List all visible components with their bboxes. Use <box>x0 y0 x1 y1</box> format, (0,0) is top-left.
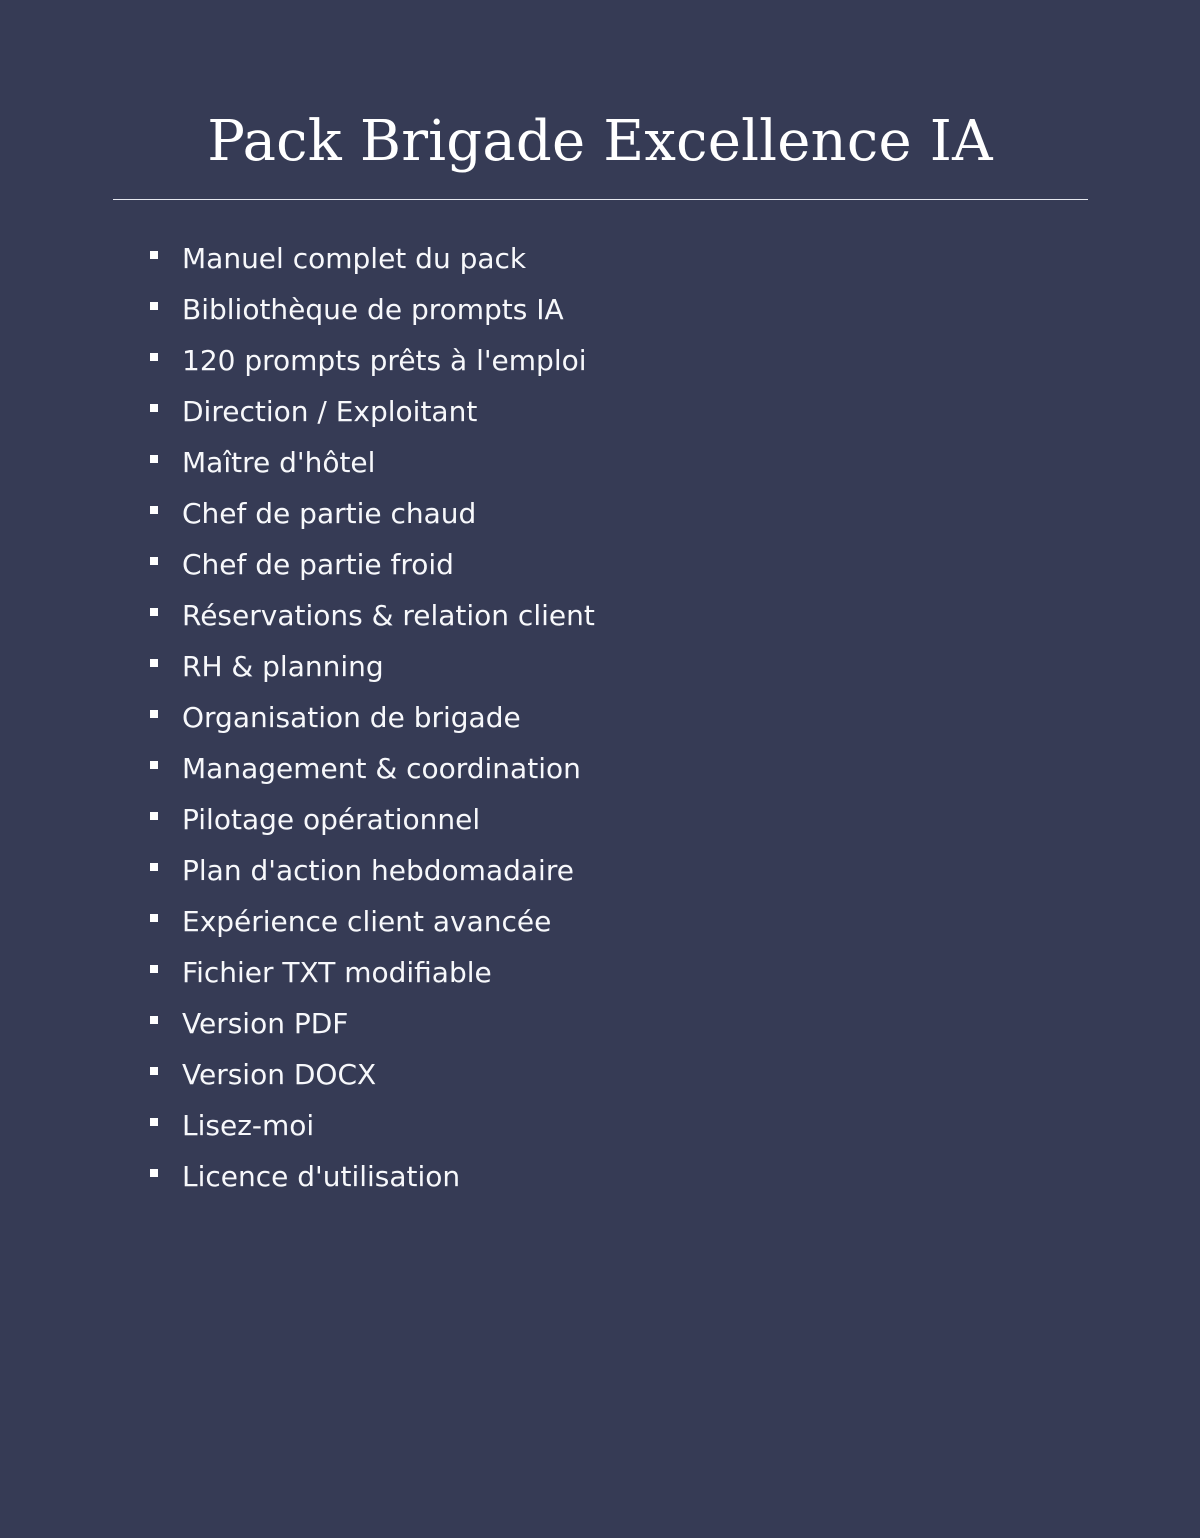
list-item-label: Organisation de brigade <box>182 701 521 734</box>
square-bullet-icon <box>150 659 158 667</box>
list-item <box>149 590 595 641</box>
list-item-label: Fichier TXT modifiable <box>182 956 492 989</box>
list-item-label: Expérience client avancée <box>182 905 552 938</box>
list-item-label: Plan d'action hebdomadaire <box>182 854 574 887</box>
square-bullet-icon <box>150 863 158 871</box>
square-bullet-icon <box>150 1169 158 1177</box>
square-bullet-icon <box>150 251 158 259</box>
square-bullet-icon <box>150 1118 158 1126</box>
list-item <box>149 284 595 335</box>
list-item-label: Maître d'hôtel <box>182 446 376 479</box>
list-item <box>149 743 595 794</box>
list-item-label: Management & coordination <box>182 752 581 785</box>
list-item-label: Lisez-moi <box>182 1109 315 1142</box>
page-title: Pack Brigade Excellence IA <box>207 109 993 174</box>
list-item <box>149 794 595 845</box>
list-item <box>149 998 595 1049</box>
square-bullet-icon <box>150 1016 158 1024</box>
list-item <box>149 1151 595 1202</box>
contents-list <box>149 233 595 1202</box>
list-item-label: Bibliothèque de prompts IA <box>182 293 564 326</box>
square-bullet-icon <box>150 455 158 463</box>
list-item <box>149 437 595 488</box>
list-item-label: Réservations & relation client <box>182 599 595 632</box>
square-bullet-icon <box>150 404 158 412</box>
square-bullet-icon <box>150 1067 158 1075</box>
list-item-label: RH & planning <box>182 650 384 683</box>
square-bullet-icon <box>150 608 158 616</box>
list-item <box>149 947 595 998</box>
list-item <box>149 896 595 947</box>
square-bullet-icon <box>150 710 158 718</box>
list-item-label: Chef de partie chaud <box>182 497 477 530</box>
square-bullet-icon <box>150 761 158 769</box>
list-item-label: 120 prompts prêts à l'emploi <box>182 344 587 377</box>
square-bullet-icon <box>150 353 158 361</box>
list-item <box>149 335 595 386</box>
square-bullet-icon <box>150 812 158 820</box>
list-item <box>149 641 595 692</box>
title-divider <box>113 199 1088 200</box>
list-item <box>149 386 595 437</box>
list-item-label: Version DOCX <box>182 1058 377 1091</box>
list-item-label: Version PDF <box>182 1007 349 1040</box>
list-item-label: Direction / Exploitant <box>182 395 478 428</box>
square-bullet-icon <box>150 302 158 310</box>
list-item-label: Pilotage opérationnel <box>182 803 481 836</box>
square-bullet-icon <box>150 557 158 565</box>
list-item <box>149 233 595 284</box>
list-item-label: Licence d'utilisation <box>182 1160 461 1193</box>
list-item-label: Chef de partie froid <box>182 548 454 581</box>
list-item <box>149 1049 595 1100</box>
list-item <box>149 1100 595 1151</box>
list-item <box>149 692 595 743</box>
list-item-label: Manuel complet du pack <box>182 242 527 275</box>
square-bullet-icon <box>150 965 158 973</box>
list-item <box>149 845 595 896</box>
list-item <box>149 539 595 590</box>
square-bullet-icon <box>150 914 158 922</box>
list-item <box>149 488 595 539</box>
square-bullet-icon <box>150 506 158 514</box>
